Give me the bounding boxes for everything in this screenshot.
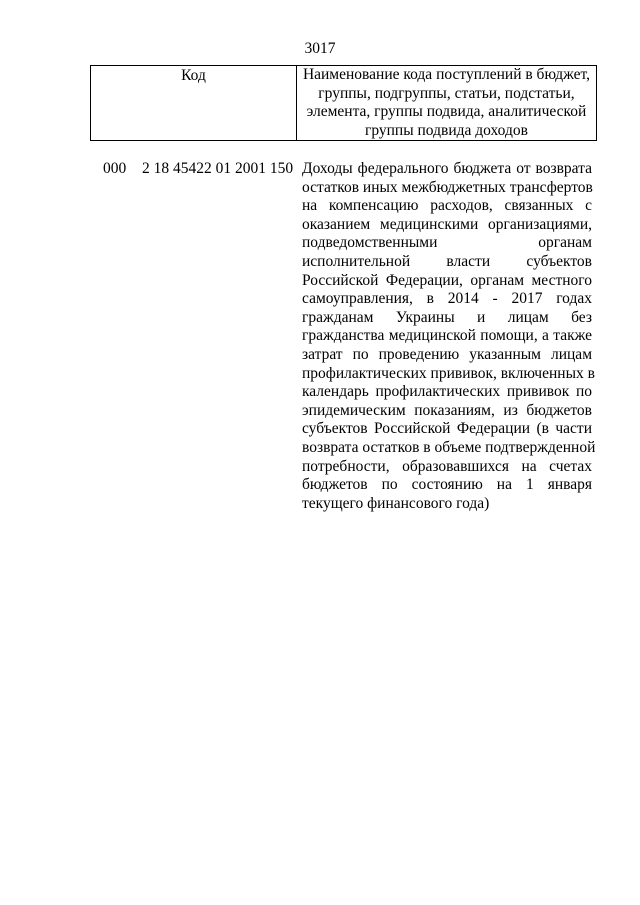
description-line: профилактических прививок, включенных в: [302, 364, 595, 382]
description-line: текущего финансового года): [302, 494, 490, 512]
name-column-header-line: группы, подгруппы, статьи, подстатьи,: [318, 84, 575, 102]
revenue-code: 2 18 45422 01 2001 150: [142, 160, 294, 177]
description-line: затрат по проведению указанным лицам: [302, 345, 592, 363]
description-line: исполнительной власти субъектов: [302, 252, 592, 270]
name-column-header-line: элемента, группы подвида, аналитической: [306, 103, 587, 120]
description-line: гражданства медицинской помощи, а также: [302, 327, 592, 345]
revenue-description: [302, 160, 596, 513]
name-column-header: [297, 66, 596, 140]
description-line: самоуправления, в 2014 - 2017 годах: [302, 290, 592, 308]
description-line: эпидемическим показаниям, из бюджетов: [302, 401, 592, 419]
description-line: календарь профилактических прививок по: [302, 383, 592, 401]
code-column-header: Код: [91, 66, 297, 140]
description-line: подведомственными органам: [302, 234, 592, 252]
table-header: [90, 65, 597, 141]
description-line: Российской Федерации, органам местного: [302, 271, 592, 289]
page-number: 3017: [304, 40, 336, 57]
name-column-header-line: группы подвида доходов: [364, 121, 528, 139]
description-line: Доходы федерального бюджета от возврата: [302, 160, 592, 177]
name-column-header-line: Наименование кода поступлений в бюджет,: [302, 66, 590, 83]
description-line: субъектов Российской Федерации (в части: [302, 420, 592, 438]
description-line: возврата остатков в объеме подтвержденной: [302, 438, 596, 456]
description-line: бюджетов по состоянию на 1 января: [302, 476, 592, 494]
description-line: потребности, образовавшихся на счетах: [302, 457, 592, 475]
admin-code: 000: [103, 160, 127, 177]
description-line: остатков иных межбюджетных трансфертов: [302, 178, 593, 196]
description-line: оказанием медицинскими организациями,: [302, 215, 592, 233]
description-line: на компенсацию расходов, связанных с: [302, 197, 592, 215]
description-line: гражданам Украины и лицам без: [302, 308, 592, 326]
